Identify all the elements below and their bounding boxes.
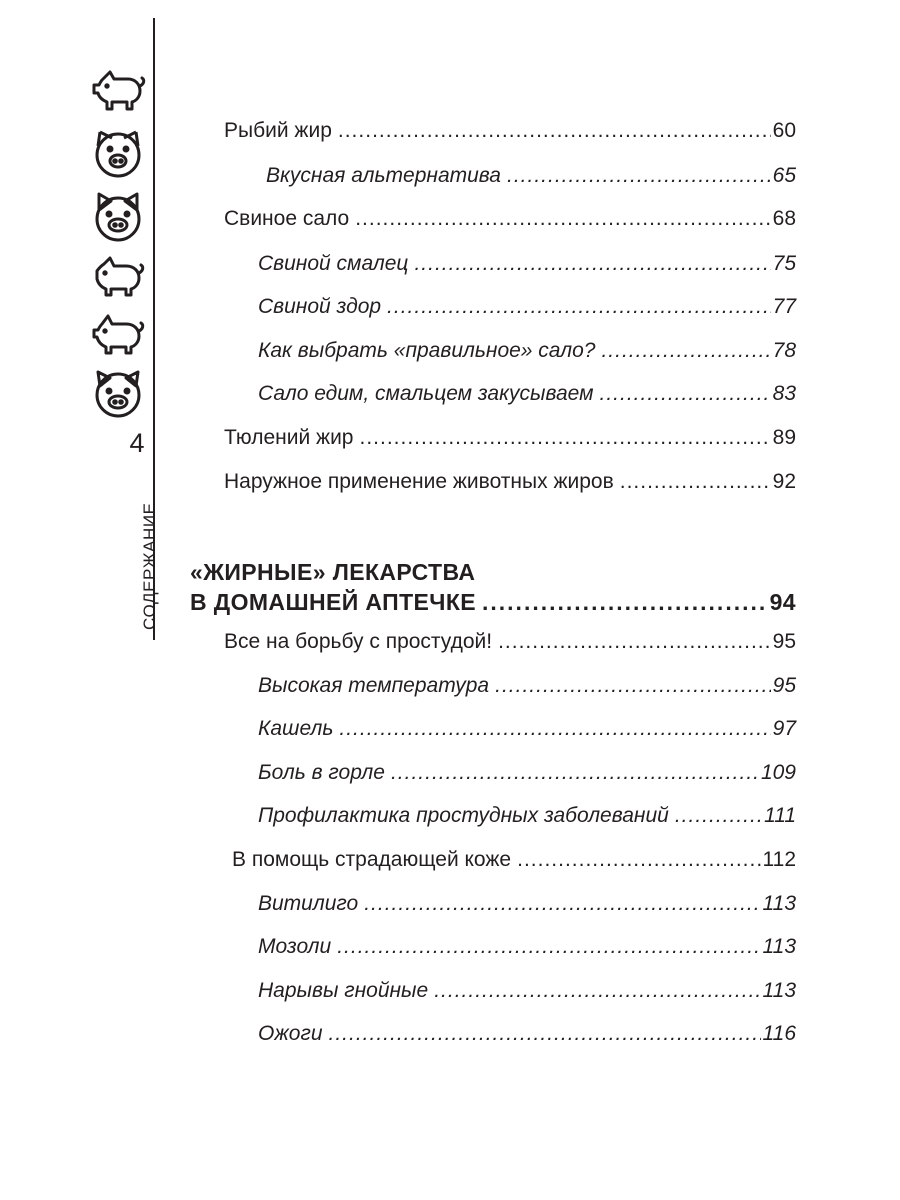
toc-entry-page: 92	[772, 470, 796, 493]
dot-leader	[359, 425, 770, 451]
dot-leader	[498, 629, 771, 655]
dot-leader	[495, 673, 771, 699]
toc-entry-page: 97	[772, 717, 796, 740]
toc-entry-label: Свиной здор	[258, 295, 382, 318]
dot-leader	[387, 294, 771, 320]
dot-leader	[601, 338, 770, 364]
pig-face-icon	[90, 364, 146, 420]
toc-subentry[interactable]	[258, 891, 796, 917]
toc-subentry[interactable]	[258, 1021, 796, 1047]
pig-side-icon	[90, 304, 146, 360]
toc-entry-label: Свиной смалец	[258, 252, 409, 275]
toc-subentry[interactable]	[258, 978, 796, 1004]
toc-entry-page: 109	[760, 761, 796, 784]
toc-chapter-entry[interactable]	[190, 588, 796, 616]
toc-entry-label: Сало едим, смальцем закусываем	[258, 382, 594, 405]
toc-entry-label: Наружное применение животных жиров	[224, 470, 614, 493]
dot-leader	[355, 206, 770, 232]
toc-entry-page: 113	[762, 892, 796, 915]
toc-entry-label: Ожоги	[258, 1022, 323, 1045]
toc-entry-page: 113	[762, 935, 796, 958]
toc-entry-page: 89	[772, 426, 796, 449]
dot-leader	[675, 803, 762, 829]
toc-entry-label: Витилиго	[258, 892, 359, 915]
toc-entry-label: Как выбрать «правильное» сало?	[258, 339, 596, 362]
pig-face-icon	[90, 188, 146, 244]
dot-leader	[434, 978, 760, 1004]
pig-face-icon	[90, 124, 146, 180]
toc-entry-label: Высокая температура	[258, 674, 490, 697]
toc-entry-page: 65	[772, 164, 796, 187]
toc-subentry[interactable]	[258, 716, 796, 742]
dot-leader	[391, 760, 759, 786]
toc-entry-page: 77	[772, 295, 796, 318]
toc-entry-page: 113	[762, 979, 796, 1002]
toc-subentry[interactable]	[258, 294, 796, 320]
toc-entry-label: Все на борьбу с простудой!	[224, 630, 493, 653]
toc-subentry[interactable]	[258, 934, 796, 960]
dot-leader	[337, 934, 760, 960]
toc-subentry[interactable]	[258, 673, 796, 699]
toc-entry[interactable]	[224, 118, 796, 144]
chapter-title-line1: «ЖИРНЫЕ» ЛЕКАРСТВА	[190, 559, 476, 585]
toc-entry-page: 68	[772, 207, 796, 230]
toc-entry-label: Вкусная альтернатива	[266, 164, 501, 187]
dot-leader	[620, 469, 771, 495]
dot-leader	[414, 251, 770, 277]
page-number: 4	[129, 428, 145, 458]
toc-entry-label: Рыбий жир	[224, 119, 332, 142]
toc-subentry[interactable]	[258, 381, 796, 407]
toc-entry-label: Боль в горле	[258, 761, 385, 784]
toc-subentry[interactable]	[266, 163, 796, 189]
toc-entry-page: 111	[764, 804, 796, 827]
toc-entry-page: 112	[762, 848, 796, 871]
toc-subentry[interactable]	[258, 338, 796, 364]
toc-entry[interactable]	[224, 629, 796, 655]
section-title-vertical: СОДЕРЖАНИЕ	[140, 502, 159, 630]
dot-leader	[364, 891, 760, 917]
toc-entry-label: Свиное сало	[224, 207, 350, 230]
pig-side-icon	[90, 246, 146, 302]
toc-entry-label: Мозоли	[258, 935, 332, 958]
toc-subentry[interactable]	[258, 803, 796, 829]
toc-entry-page: 75	[772, 252, 796, 275]
toc-entry[interactable]	[224, 469, 796, 495]
toc-entry[interactable]	[224, 206, 796, 232]
toc-entry[interactable]	[224, 425, 796, 451]
toc-entry-label: В помощь страдающей коже	[232, 848, 512, 871]
toc-entry[interactable]	[232, 847, 796, 873]
toc-entry-page: 78	[772, 339, 796, 362]
toc-entry-page: 116	[762, 1022, 796, 1045]
toc-entry-page: 83	[772, 382, 796, 405]
toc-entry-label: Профилактика простудных заболеваний	[258, 804, 669, 827]
toc-entry-page: 60	[772, 119, 796, 142]
toc-entry-page: 95	[772, 630, 796, 653]
dot-leader	[339, 716, 770, 742]
toc-subentry[interactable]	[258, 251, 796, 277]
dot-leader	[507, 163, 771, 189]
toc-entry-label: Кашель	[258, 717, 334, 740]
toc-entry-label: Нарывы гнойные	[258, 979, 429, 1002]
dot-leader	[600, 381, 771, 407]
chapter-title-line2: В ДОМАШНЕЙ АПТЕЧКЕ	[190, 589, 476, 615]
toc-entry-page: 95	[772, 674, 796, 697]
pig-side-icon	[90, 60, 146, 116]
toc-subentry[interactable]	[258, 760, 796, 786]
toc-entry-label: Тюлений жир	[224, 426, 354, 449]
chapter-page: 94	[769, 589, 796, 615]
dot-leader	[329, 1021, 761, 1047]
dot-leader	[338, 118, 771, 144]
dot-leader	[482, 588, 768, 616]
dot-leader	[517, 847, 760, 873]
